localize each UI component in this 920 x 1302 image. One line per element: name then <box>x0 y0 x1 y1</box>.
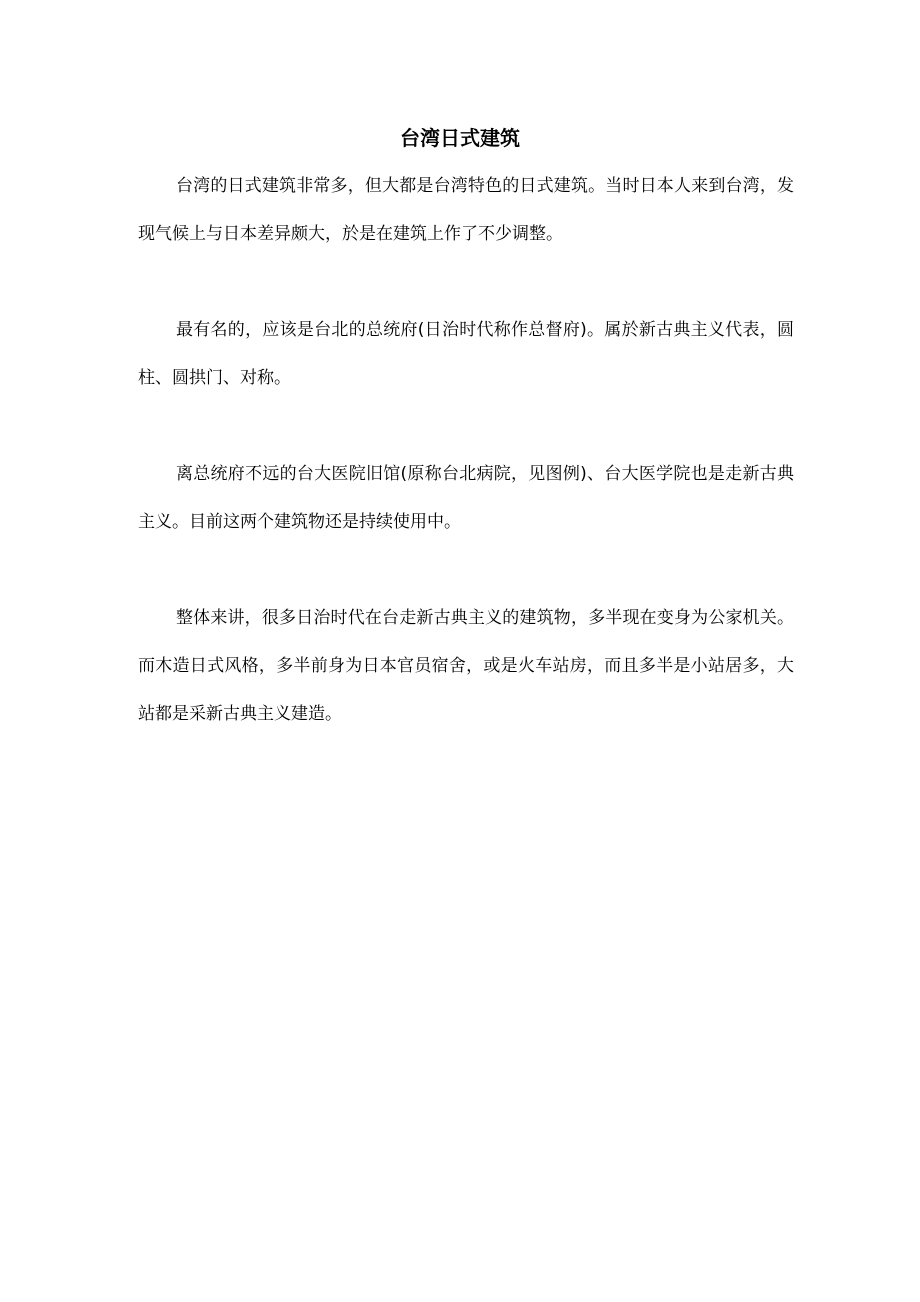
paragraph-2: 最有名的，应该是台北的总统府(日治时代称作总督府)。属於新古典主义代表，圆柱、圆拱门、对称。 <box>138 320 794 388</box>
paragraph-4: 整体来讲，很多日治时代在台走新古典主义的建筑物，多半现在变身为公家机关。而木造日式风格，多半前身为日本官员宿舍，或是火车站房，而且多半是小站居多，大站都是采新古典主义建造。 <box>138 608 794 724</box>
paragraph-3: 离总统府不远的台大医院旧馆(原称台北病院，见图例)、台大医学院也是走新古典主义。目前这两个建筑物还是持续使用中。 <box>138 464 794 532</box>
page-title: 台湾日式建筑 <box>400 126 520 150</box>
document-body <box>138 162 794 786</box>
paragraph-1: 台湾的日式建筑非常多，但大都是台湾特色的日式建筑。当时日本人来到台湾，发现气候上与日本差异颇大，於是在建筑上作了不少调整。 <box>138 176 794 244</box>
